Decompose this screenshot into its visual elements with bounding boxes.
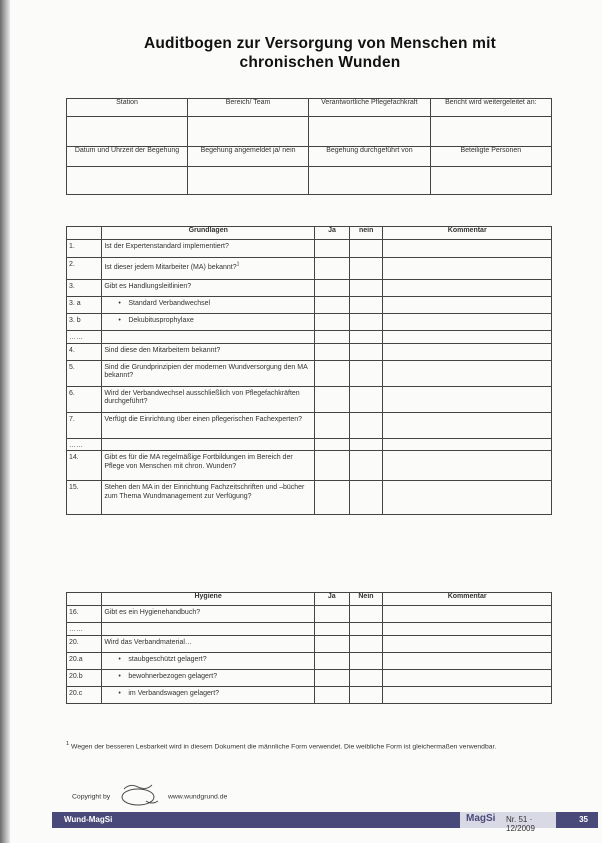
table-row [67,669,552,686]
table-row [67,412,552,438]
question-cell [102,412,315,438]
kommentar-header: Kommentar [383,593,552,606]
row-number: 7. [67,412,102,438]
question-cell [102,386,315,412]
row-number: 3. b [67,314,102,331]
nein-cell[interactable] [349,280,383,297]
question-text: Verfügt die Einrichtung über einen pflegerischen Fachexperten? [104,415,303,423]
table-row [67,451,552,481]
nein-cell[interactable] [349,240,383,258]
ja-cell[interactable] [314,606,349,623]
bullet-icon: • [118,655,121,663]
kommentar-cell[interactable] [383,652,552,669]
kommentar-cell[interactable] [383,360,552,386]
input-cell-station[interactable] [67,117,188,147]
header-cell-station: Station [67,99,188,117]
row-number: 16. [67,606,102,623]
input-cell-datum[interactable] [67,167,188,195]
ja-cell[interactable] [315,280,350,297]
binding-edge [0,0,10,843]
ja-cell[interactable] [315,240,350,258]
nein-cell[interactable] [349,438,383,451]
hygiene-header: Hygiene [102,593,314,606]
row-number: 20.c [67,686,102,703]
row-number: 20.a [67,652,102,669]
question-cell [102,343,315,360]
row-number: 1. [67,240,102,258]
question-cell [102,331,315,344]
nein-header: Nein [349,593,383,606]
page-number: 35 [579,815,588,824]
title-line-1: Auditbogen zur Versorgung von Menschen mit [143,35,496,52]
kommentar-cell[interactable] [383,686,552,703]
question-text: staubgeschützt gelagert? [128,655,207,663]
table-row [67,623,552,636]
question-cell [102,669,314,686]
hygiene-num-header [67,593,102,606]
copyright-url[interactable]: www.wundgrund.de [167,793,228,801]
header-cell-datum: Datum und Uhrzeit der Begehung [67,147,188,167]
table-row [67,258,552,280]
question-text: Sind die Grundprinzipien der modernen Wundversorgung den MA bekannt? [104,363,308,379]
input-cell-pflegefachkraft[interactable] [309,117,431,147]
kommentar-cell[interactable] [383,412,552,438]
question-cell [102,635,314,652]
question-text: Sind diese den Mitarbeitern bekannt? [104,346,221,354]
footnote-reference: 1 [236,262,240,268]
question-cell [102,451,315,481]
kommentar-cell[interactable] [383,258,552,280]
nein-cell[interactable] [349,258,383,280]
table-row [67,438,552,451]
kommentar-cell[interactable] [383,481,552,515]
table-row [67,331,552,344]
ja-cell[interactable] [315,314,350,331]
kommentar-cell[interactable] [383,297,552,314]
kommentar-cell[interactable] [383,386,552,412]
question-text: Wird das Verbandmaterial… [104,638,192,646]
question-text: Gibt es Handlungsleitlinien? [104,283,192,290]
bullet-icon: • [118,317,121,324]
ja-cell[interactable] [315,451,350,481]
input-cell-beteiligte[interactable] [430,167,551,195]
question-cell [102,280,315,297]
table-row [67,360,552,386]
ja-cell[interactable] [315,297,350,314]
nein-cell[interactable] [349,360,383,386]
kommentar-cell[interactable] [383,314,552,331]
nein-cell[interactable] [349,297,383,314]
kommentar-cell[interactable] [383,635,552,652]
nein-cell[interactable] [349,343,383,360]
bullet-icon: • [118,672,121,680]
header-cell-bereich: Bereich/ Team [187,99,308,117]
footer-magazine-name: Wund-MagSi [64,815,113,824]
kommentar-cell[interactable] [383,331,552,344]
input-cell-durchgefuehrt[interactable] [309,167,431,195]
kommentar-cell[interactable] [383,240,552,258]
header-cell-bericht: Bericht wird weitergeleitet an: [430,99,551,117]
kommentar-cell[interactable] [383,669,552,686]
ja-cell[interactable] [314,652,349,669]
ja-cell[interactable] [314,686,349,703]
row-number: 4. [67,343,102,360]
ja-cell[interactable] [315,412,350,438]
kommentar-cell[interactable] [383,280,552,297]
question-cell [102,297,315,314]
footnote-text: Wegen der besseren Lesbarkeit wird in diesem Dokument die männliche Form verwendet. Die weibliche Form ist gleichermaßen verwendbar. [71,743,497,751]
wundgrund-logo-icon [116,783,160,811]
table-row [67,240,552,258]
question-cell [102,258,315,280]
document-title [60,34,580,72]
question-text: Gibt es für die MA regelmäßige Fortbildungen im Bereich der Pflege von Menschen mit chron. Wunden? [104,454,293,470]
question-cell [102,686,314,703]
nein-cell[interactable] [349,386,383,412]
input-cell-angemeldet[interactable] [187,167,308,195]
question-text: Stehen den MA in der Einrichtung Fachzeitschriften und –bücher zum Thema Wundmanagement zur Verfügung? [104,484,305,500]
title-line-2: chronischen Wunden [239,54,401,71]
row-number: 14. [67,451,102,481]
hygiene-table [66,592,552,704]
row-number: 2. [67,258,102,280]
kommentar-cell[interactable] [383,343,552,360]
row-number: 6. [67,386,102,412]
copyright-label: Copyright by [72,793,111,801]
question-text: im Verbandswagen gelagert? [128,689,220,697]
question-cell [102,481,315,515]
ja-cell[interactable] [315,438,350,451]
question-cell [102,240,315,258]
footer-issue: Nr. 51 · 12/2009 [506,815,535,833]
row-number: …… [67,331,102,344]
header-cell-durchgefuehrt: Begehung durchgeführt von [309,147,431,167]
bullet-icon: • [118,300,121,307]
question-cell [102,438,315,451]
footnote-mark: 1 [66,741,70,747]
ja-cell[interactable] [314,635,349,652]
row-number: 20. [67,635,102,652]
row-number: 3. a [67,297,102,314]
footer-brand: MagSi [466,813,496,824]
question-text: Wird der Verbandwechsel ausschließlich von Pflegefachkräften durchgeführt? [104,389,300,405]
row-number: 3. [67,280,102,297]
nein-cell[interactable] [349,669,383,686]
kommentar-cell[interactable] [383,451,552,481]
nein-cell[interactable] [349,451,383,481]
ja-cell[interactable] [315,360,350,386]
question-cell [102,652,314,669]
kommentar-cell[interactable] [383,606,552,623]
footer-bar [52,812,598,833]
nein-cell[interactable] [349,606,383,623]
question-text: Ist dieser jedem Mitarbeiter (MA) bekannt?$^1$ [104,262,240,272]
question-cell [102,360,315,386]
kommentar-cell[interactable] [383,438,552,451]
question-cell [102,623,314,636]
question-text: Gibt es ein Hygienehandbuch? [104,609,201,616]
nein-header: nein [349,227,383,240]
kommentar-cell[interactable] [383,623,552,636]
table-row [67,297,552,314]
bullet-icon: • [118,689,121,697]
question-cell [102,606,314,623]
header-cell-angemeldet: Begehung angemeldet ja/ nein [187,147,308,167]
header-cell-pflegefachkraft: Verantwortliche Pflegefachkraft [309,99,431,117]
table-row [67,280,552,297]
header-cell-beteiligte: Beteiligte Personen [430,147,551,167]
row-number: …… [67,438,102,451]
ja-cell[interactable] [315,386,350,412]
nein-cell[interactable] [349,686,383,703]
nein-cell[interactable] [349,331,383,344]
ja-cell[interactable] [315,258,350,280]
table-row [67,606,552,623]
question-cell [102,314,315,331]
table-row [67,652,552,669]
nein-cell[interactable] [349,314,383,331]
ja-header: Ja [314,593,349,606]
ja-cell[interactable] [315,343,350,360]
grundlagen-table [66,226,552,515]
row-number: 20.b [67,669,102,686]
row-number: …… [67,623,102,636]
grundlagen-num-header [67,227,102,240]
table-row [67,343,552,360]
footer-issue-box [460,812,556,833]
ja-cell[interactable] [314,669,349,686]
table-row [67,386,552,412]
row-number: 15. [67,481,102,515]
nein-cell[interactable] [349,481,383,515]
question-text: Dekubitusprophylaxe [128,317,194,324]
question-text: Standard Verbandwechsel [128,300,211,307]
ja-header: Ja [315,227,350,240]
nein-cell[interactable] [349,412,383,438]
ja-cell[interactable] [315,331,350,344]
nein-cell[interactable] [349,623,383,636]
nein-cell[interactable] [349,635,383,652]
question-text: Ist der Expertenstandard implementiert? [104,243,229,250]
footnote [66,740,552,752]
input-cell-bericht[interactable] [430,117,551,147]
table-row [67,635,552,652]
row-number: 5. [67,360,102,386]
table-row [67,686,552,703]
ja-cell[interactable] [314,623,349,636]
table-row [67,314,552,331]
question-text: bewohnerbezogen gelagert? [128,672,218,680]
header-table [66,98,552,195]
input-cell-bereich[interactable] [187,117,308,147]
copyright-line [72,783,332,811]
nein-cell[interactable] [349,652,383,669]
kommentar-header: Kommentar [383,227,552,240]
table-row [67,481,552,515]
grundlagen-header: Grundlagen [102,227,315,240]
ja-cell[interactable] [315,481,350,515]
